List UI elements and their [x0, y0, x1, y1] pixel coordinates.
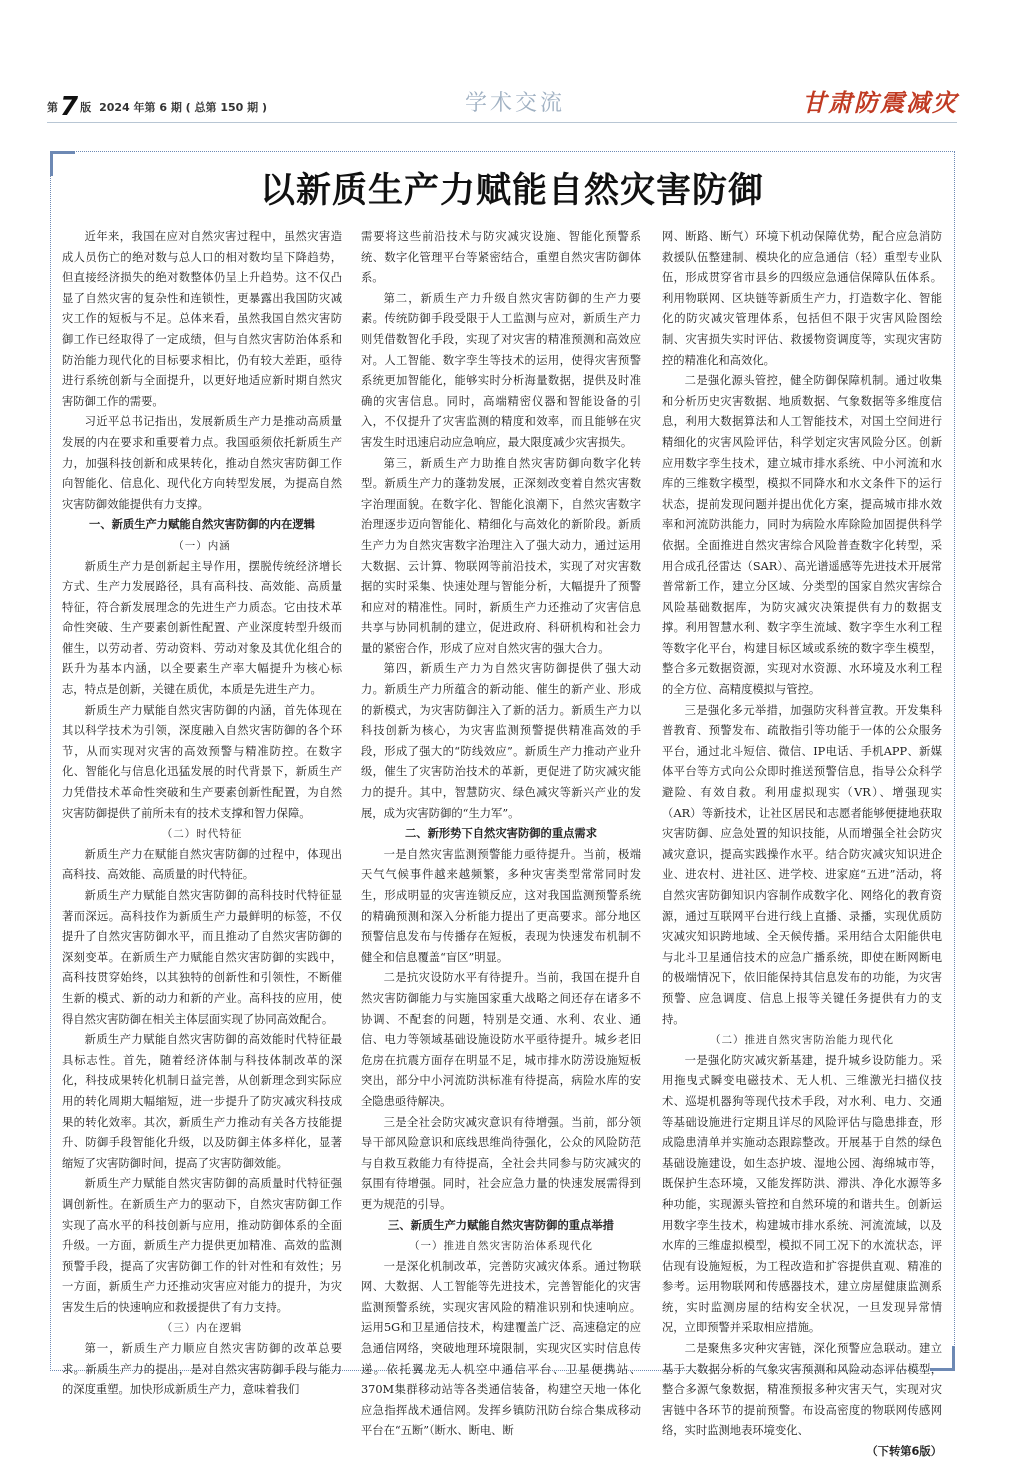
paragraph-continued: 网、断路、断气）环境下机动保障优势，配合应急消防救援队伍整建制、模块化的应急通信（轻）重型专业队伍，形成贯穿省市县乡的四级应急通信保障队伍体系。利用物联网、区块链等新质生产力，打造数字化、智能化的防灾减灾管理体系，包括但不限于灾害风险图绘制、灾害损失实时评估、救援物资调度等，实现灾害防控的精准化和高效化。: [662, 230, 942, 367]
paragraph: 二是聚焦多灾种灾害链，深化预警应急联动。建立基于大数据分析的气象灾害预测和风险动态评估模型，整合多源气象数据，精准预报多种灾害天气，实现对灾害链中各环节的提前预警。布设高密度的物联网传感网络，实时监测地表环境变化、: [662, 1342, 942, 1438]
article-column-3: [662, 227, 942, 1463]
paragraph: 二是强化源头管控，健全防御保障机制。通过收集和分析历史灾害数据、地质数据、气象数据等多维度信息，利用大数据算法和人工智能技术，对国土空间进行精细化的灾害风险评估，科学划定灾害风险分区。创新应用数字孪生技术，建立城市排水系统、中小河流和水库的三维数字模型，模拟不同降水和水文条件下的运行状态，提前发现问题并提出优化方案，提高城市排水效率和河流防洪能力，同时为病险水库除险加固提供科学依据。全面推进自然灾害综合风险普查数字化转型，采用合成孔径雷达（SAR）、高光谱遥感等先进技术开展常普常新工作，建立分区域、分类型的国家自然灾害综合风险基础数据库，为防灾减灾决策提供有力的数据支撑。利用智慧水利、数字孪生流域、数字孪生水利工程等数字化平台，构建目标区域或系统的数字孪生模型，整合多元数据资源，实现对水资源、水环境及水利工程的全方位、高精度模拟与管控。: [662, 374, 942, 697]
section-heading: 一、新质生产力赋能自然灾害防御的内在逻辑: [89, 518, 315, 532]
paragraph-continued: 需要将这些前沿技术与防灾减灾设施、智能化预警系统、数字化管理平台等紧密结合，重塑自然灾害防御体系。: [361, 230, 641, 285]
subsection-heading: （二）推进自然灾害防治能力现代化: [710, 1034, 894, 1047]
page-prefix: 第: [47, 101, 58, 114]
paragraph: 新质生产力赋能自然灾害防御的高效能时代特征最具标志性。首先，随着经济体制与科技体制改革的深化，科技成果转化机制日益完善，从创新理念到实际应用的转化周期大幅缩短，进一步提升了防灾减灾科技成果的转化效率。其次，新质生产力推动有关各方技能提升、防御手段智能化升级，以及防御主体多样化，显著缩短了灾害防御时间，提高了灾害防御效能。: [62, 1033, 342, 1170]
paragraph: 新质生产力是创新起主导作用，摆脱传统经济增长方式、生产力发展路径，具有高科技、高效能、高质量特征，符合新发展理念的先进生产力质态。它由技术革命性突破、生产要素创新性配置、产业深度转型升级而催生，以劳动者、劳动资料、劳动对象及其优化组合的跃升为基本内涵，以全要素生产率大幅提升为核心标志，特点是创新，关键在质优，本质是先进生产力。: [62, 559, 342, 697]
section-title: 学术交流: [464, 91, 565, 116]
paragraph: 习近平总书记指出，发展新质生产力是推动高质量发展的内在要求和重要着力点。我国亟须依托新质生产力，加强科技创新和成果转化，推动自然灾害防御工作向智能化、信息化、现代化方向转型发展，为提高自然灾害防御效能提供有力支撑。: [62, 415, 342, 511]
section-heading: 二、新形势下自然灾害防御的重点需求: [404, 827, 598, 841]
article-title: 以新质生产力赋能自然灾害防御: [259, 171, 764, 211]
paragraph: 第一，新质生产力顺应自然灾害防御的改革总要求。新质生产力的提出，是对自然灾害防御手段与能力的深度重塑。加快形成新质生产力，意味着我们: [62, 1342, 342, 1397]
header-rule: [47, 122, 957, 123]
subsection-heading: （二）时代特征: [161, 828, 243, 841]
paragraph: 一是深化机制改革，完善防灾减灾体系。通过物联网、大数据、人工智能等先进技术，完善智能化的灾害监测预警系统，实现灾害风险的精准识别和快速响应。运用5G和卫星通信技术，构建覆盖广泛、高速稳定的应急通信网络，突破地理环境限制，实现灾区实时信息传递。依托翼龙无人机空中通信平台、卫星便携站、370M集群移动站等各类通信装备，构建空天地一体化应急指挥战术通信网。发挥乡镇防汛防台综合集成移动平台在“五断”（断水、断电、断: [361, 1259, 641, 1438]
page-number: 7: [60, 92, 79, 122]
subsection-heading: （三）内在逻辑: [161, 1322, 243, 1335]
paragraph: 第四，新质生产力为自然灾害防御提供了强大动力。新质生产力所蕴含的新动能、催生的新产业、形成的新模式，为灾害防御注入了新的活力。新质生产力以科技创新为核心，为灾害监测预警提供精准高效的手段，形成了强大的“防线效应”。新质生产力推动产业升级，催生了灾害防治技术的革新，更促进了防灾减灾能力的提升。其中，智慧防灾、绿色减灾等新兴产业的发展，成为灾害防御的“生力军”。: [361, 662, 641, 820]
paragraph: 三是强化多元举措，加强防灾科普宣教。开发集科普教育、预警发布、疏散指引等功能于一体的公众服务平台，通过北斗短信、微信、IP电话、手机APP、新媒体平台等方式向公众即时推送预警信息，指导公众科学避险、有效自救。利用虚拟现实（VR）、增强现实（AR）等新技术，让社区居民和志愿者能够便捷地获取灾害防御、应急处置的知识技能，从而增强全社会防灾减灾意识，提高实践操作水平。结合防灾减灾知识进企业、进农村、进社区、进学校、进家庭“五进”活动，将自然灾害防御知识内容制作成数字化、网络化的教育资源，通过互联网平台进行线上直播、录播，实现优质防灾减灾知识跨地域、全天候传播。采用结合太阳能供电与北斗卫星通信技术的应急广播系统，即使在断网断电的极端情况下，依旧能保持其信息发布的功能，为灾害预警、应急调度、信息上报等关键任务提供有力的支持。: [662, 703, 942, 1026]
continued-note: （下转第6版）: [866, 1445, 942, 1459]
edition-info: [47, 92, 267, 122]
paragraph: 新质生产力在赋能自然灾害防御的过程中，体现出高科技、高效能、高质量的时代特征。: [62, 847, 342, 882]
article-column-1: [62, 227, 342, 1401]
paragraph: 第三，新质生产力助推自然灾害防御向数字化转型。新质生产力的蓬勃发展，正深刻改变着自然灾害数字治理面貌。在数字化、智能化浪潮下，自然灾害数字治理逐步迈向智能化、精细化与高效化的新阶段。新质生产力为自然灾害数字治理注入了强大动力，通过运用大数据、云计算、物联网等前沿技术，实现了对灾害数据的实时采集、快速处理与智能分析，大幅提升了预警和应对的精准性。同时，新质生产力还推动了灾害信息共享与协同机制的建立，促进政府、科研机构和社会力量的紧密合作，形成了应对自然灾害的强大合力。: [361, 456, 641, 655]
masthead: [0, 0, 1024, 130]
newspaper-logo: 甘肃防震减灾: [802, 88, 958, 117]
paragraph: 新质生产力赋能自然灾害防御的内涵，首先体现在其以科学技术为引领，深度融入自然灾害防御的各个环节，从而实现对灾害的高效预警与精准防控。在数字化、智能化与信息化迅猛发展的时代背景下，新质生产力凭借技术革命性突破和生产要素创新性配置，为自然灾害防御提供了前所未有的技术支撑和智力保障。: [62, 703, 342, 820]
paragraph: 新质生产力赋能自然灾害防御的高质量时代特征强调创新性。在新质生产力的驱动下，自然灾害防御工作实现了高水平的科技创新与应用，推动防御体系的全面升级。一方面，新质生产力提供更加精准、高效的监测预警手段，提高了灾害防御工作的针对性和有效性；另一方面，新质生产力还推动灾害应对能力的提升，为灾害发生后的快速响应和救援提供了有力支持。: [62, 1177, 342, 1314]
paragraph: 近年来，我国在应对自然灾害过程中，虽然灾害造成人员伤亡的绝对数与总人口的相对数均呈下降趋势，但直接经济损失的绝对数整体仍呈上升趋势。这不仅凸显了自然灾害的复杂性和连锁性，更暴露出我国防灾减灾工作的短板与不足。总体来看，虽然我国自然灾害防御工作已经取得了一定成绩，但与自然灾害防治体系和防治能力现代化的目标要求相比，仍有较大差距，亟待进行系统创新与全面提升，以更好地适应新时期自然灾害防御工作的需要。: [62, 230, 342, 408]
paragraph: 第二，新质生产力升级自然灾害防御的生产力要素。传统防御手段受限于人工监测与应对，新质生产力则凭借数智化手段，实现了对灾害的精准预测和高效应对。人工智能、数字孪生等技术的运用，使得灾害预警系统更加智能化，能够实时分析海量数据，提供及时准确的灾害信息。同时，高端精密仪器和智能设备的引入，不仅提升了灾害监测的精度和效率，而且能够在灾害发生时迅速启动应急响应，最大限度减少灾害损失。: [361, 291, 641, 449]
page-suffix: 版: [80, 101, 92, 114]
paragraph: 一是强化防灾减灾新基建，提升城乡设防能力。采用拖曳式瞬变电磁技术、无人机、三维激光扫描仪技术、巡堤机器狗等现代技术手段，对水利、电力、交通等基础设施进行定期且详尽的风险评估与隐患排查，形成隐患清单并实施动态跟踪整改。开展基于自然的绿色基础设施建设，如生态护坡、湿地公园、海绵城市等，既保护生态环境，又能发挥防洪、滞洪、净化水源等多种功能，实现源头管控和自然环境的和谐共生。创新运用数字孪生技术，构建城市排水系统、河流流域，以及水库的三维虚拟模型，模拟不同工况下的水流状态，评估现有设施短板，为工程改造和扩容提供直观、精准的参考。运用物联网和传感器技术，建立房屋健康监测系统，实时监测房屋的结构安全状况，一旦发现异常情况，立即预警并采取相应措施。: [662, 1053, 942, 1335]
subsection-heading: （一）内涵: [173, 539, 231, 552]
subsection-heading: （一）推进自然灾害防治体系现代化: [409, 1240, 593, 1253]
paragraph: 三是全社会防灾减灾意识有待增强。当前，部分领导干部风险意识和底线思维尚待强化，公众的风险防范与自救互救能力有待提高，全社会共同参与防灾减灾的氛围有待增强。同时，社会应急力量的快速发展需得到更为规范的引导。: [361, 1115, 641, 1211]
paragraph: 新质生产力赋能自然灾害防御的高科技时代特征显著而深远。高科技作为新质生产力最鲜明的标签，不仅提升了自然灾害防御水平，而且推动了自然灾害防御的深刻变革。在新质生产力赋能自然灾害防御的实践中，高科技贯穿始终，以其独特的创新性和引领性，不断催生新的模式、新的动力和新的产业。高科技的应用，使得自然灾害防御在相关主体层面实现了协同高效配合。: [62, 889, 342, 1026]
section-heading: 三、新质生产力赋能自然灾害防御的重点举措: [388, 1218, 614, 1232]
article-column-2: [361, 227, 641, 1442]
paragraph: 一是自然灾害监测预警能力亟待提升。当前，极端天气气候事件越来越频繁，多种灾害类型常常同时发生，形成明显的灾害连锁反应，这对我国监测预警系统的精确预测和深入分析能力提出了更高要求。部分地区预警信息发布与传播存在短板，表现为快速发布机制不健全和信息覆盖“盲区”明显。: [361, 847, 641, 964]
paragraph: 二是抗灾设防水平有待提升。当前，我国在提升自然灾害防御能力与实施国家重大战略之间还存在诸多不协调、不配套的问题，特别是交通、水利、农业、通信、电力等领域基础设施设防水平亟待提升。城乡老旧危房在抗震方面存在明显不足，城市排水防涝设施短板突出，部分中小河流防洪标准有待提高，病险水库的安全隐患亟待解决。: [361, 971, 641, 1108]
issue-label: 2024 年第 6 期 ( 总第 150 期 ): [99, 101, 268, 114]
